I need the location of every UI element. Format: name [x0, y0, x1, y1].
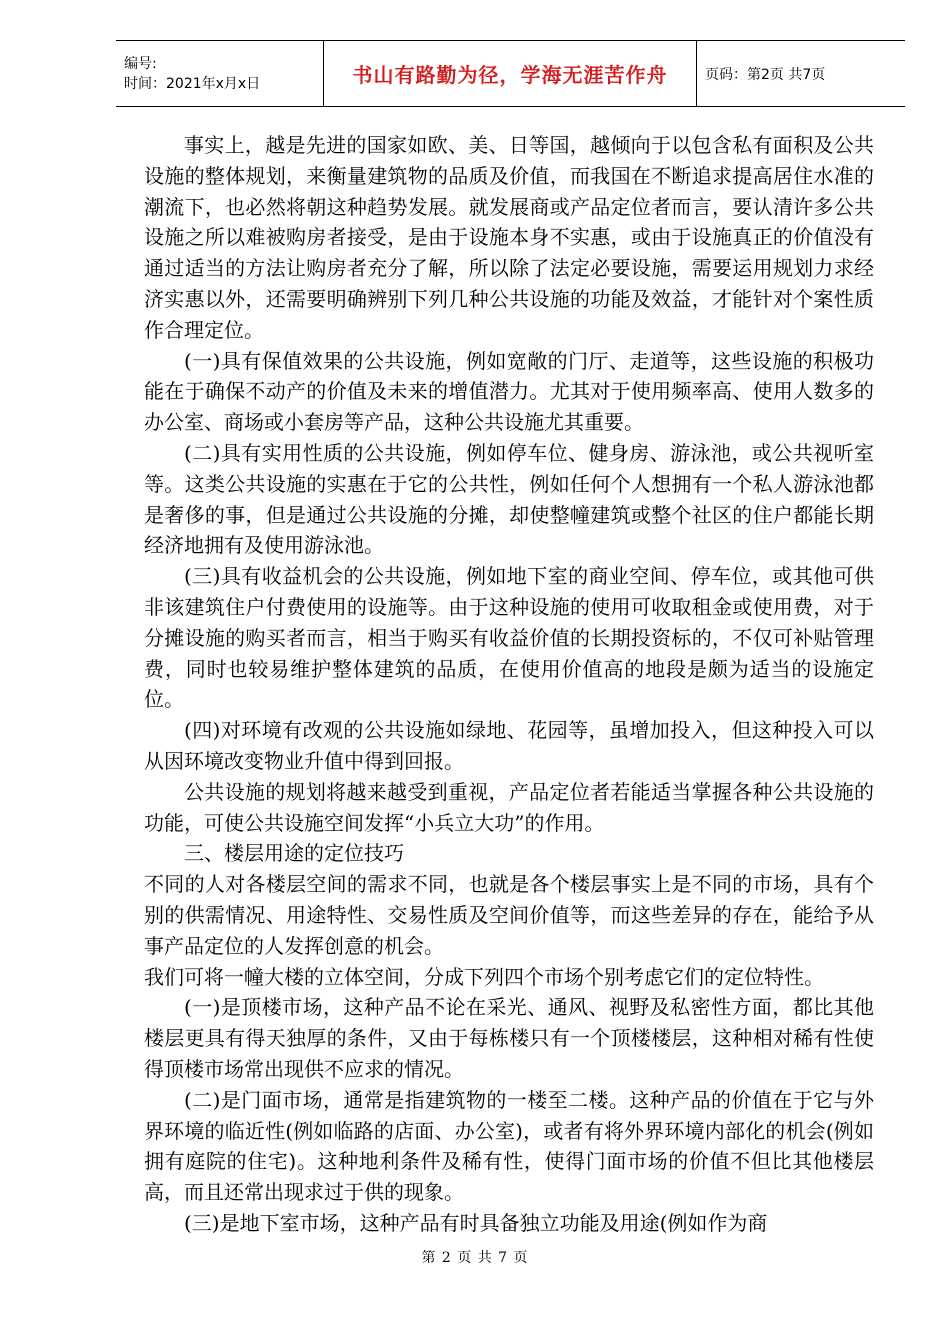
- page-footer: 第 2 页 共 7 页: [421, 1250, 529, 1266]
- doc-time-label: 时间：2021年x月x日: [124, 75, 261, 92]
- paragraph-top-floor-market: (一)是顶楼市场，这种产品不论在采光、通风、视野及私密性方面，都比其他楼层更具有得天独厚的条件，又由于每栋楼只有一个顶楼楼层，这种相对稀有性使得顶楼市场常出现供不应求的情况。: [144, 995, 874, 1081]
- document-body: [144, 130, 874, 1239]
- header-motto-cell: [324, 41, 697, 107]
- paragraph-four-markets: 我们可将一幢大楼的立体空间，分成下列四个市场个别考虑它们的定位特性。: [144, 964, 824, 989]
- paragraph-facility-4: (四)对环境有改观的公共设施如绿地、花园等，虽增加投入，但这种投入可以从因环境改变物业升值中得到回报。: [144, 718, 874, 773]
- section-heading-floor-usage: 三、楼层用途的定位技巧: [184, 841, 404, 866]
- header-motto: 书山有路勤为径，学海无涯苦作舟: [352, 63, 668, 87]
- document-header: [116, 40, 905, 107]
- paragraph-facility-2: (二)具有实用性质的公共设施，例如停车位、健身房、游泳池，或公共视听室等。这类公共设施的实惠在于它的公共性，例如任何个人想拥有一个私人游泳池都是奢侈的事，但是通过公共设施的分摊，却使整幢建筑或整个社区的住户都能长期经济地拥有及使用游泳池。: [144, 440, 874, 558]
- paragraph-facility-1: (一)具有保值效果的公共设施，例如宽敞的门厅、走道等，这些设施的积极功能在于确保不动产的价值及未来的增值潜力。尤其对于使用频率高、使用人数多的办公室、商场或小套房等产品，这种公共设施尤其重要。: [144, 348, 874, 435]
- paragraph-storefront-market: (二)是门面市场，通常是指建筑物的一楼至二楼。这种产品的价值在于它与外界环境的临近性(例如临路的店面、办公室)，或者有将外界环境内部化的机会(例如拥有庭院的住宅)。这种地利条件及稀有性，使得门面市场的价值不但比其他楼层高，而且还常出现求过于供的现象。: [144, 1087, 874, 1205]
- paragraph-facility-3: (三)具有收益机会的公共设施，例如地下室的商业空间、停车位，或其他可供非该建筑住户付费使用的设施等。由于这种设施的使用可收取租金或使用费，对于分摊设施的购买者而言，相当于购买有收益价值的长期投资标的，不仅可补贴管理费，同时也较易维护整体建筑的品质，在使用价值高的地段是颇为适当的设施定位。: [144, 564, 874, 712]
- paragraph-facility-summary: 公共设施的规划将越来越受到重视，产品定位者若能适当掌握各种公共设施的功能，可使公共设施空间发挥“小兵立大功”的作用。: [144, 779, 874, 835]
- paragraph-basement-market: (三)是地下室市场，这种产品有时具备独立功能及用途(例如作为商: [184, 1210, 768, 1235]
- paragraph-intro: 事实上，越是先进的国家如欧、美、日等国，越倾向于以包含私有面积及公共设施的整体规划，来衡量建筑物的品质及价值，而我国在不断追求提高居住水准的潮流下，也必然将朝这种趋势发展。就发展商或产品定位者而言，要认清许多公共设施之所以难被购房者接受，是由于设施本身不实惠，或由于设施真正的价值没有通过适当的方法让购房者充分了解，所以除了法定必要设施，需要运用规划力求经济实惠以外，还需要明确辨别下列几种公共设施的功能及效益，才能针对个案性质作合理定位。: [144, 133, 874, 342]
- doc-number-label: 编号:: [124, 55, 157, 72]
- header-page-label: 页码：第2页 共7页: [705, 66, 826, 83]
- header-page-cell: [697, 41, 906, 107]
- header-meta: [116, 41, 324, 107]
- paragraph-floor-markets: 不同的人对各楼层空间的需求不同，也就是各个楼层事实上是不同的市场，具有个别的供需情况、用途特性、交易性质及空间价值等，而这些差异的存在，能给予从事产品定位的人发挥创意的机会。: [144, 872, 874, 958]
